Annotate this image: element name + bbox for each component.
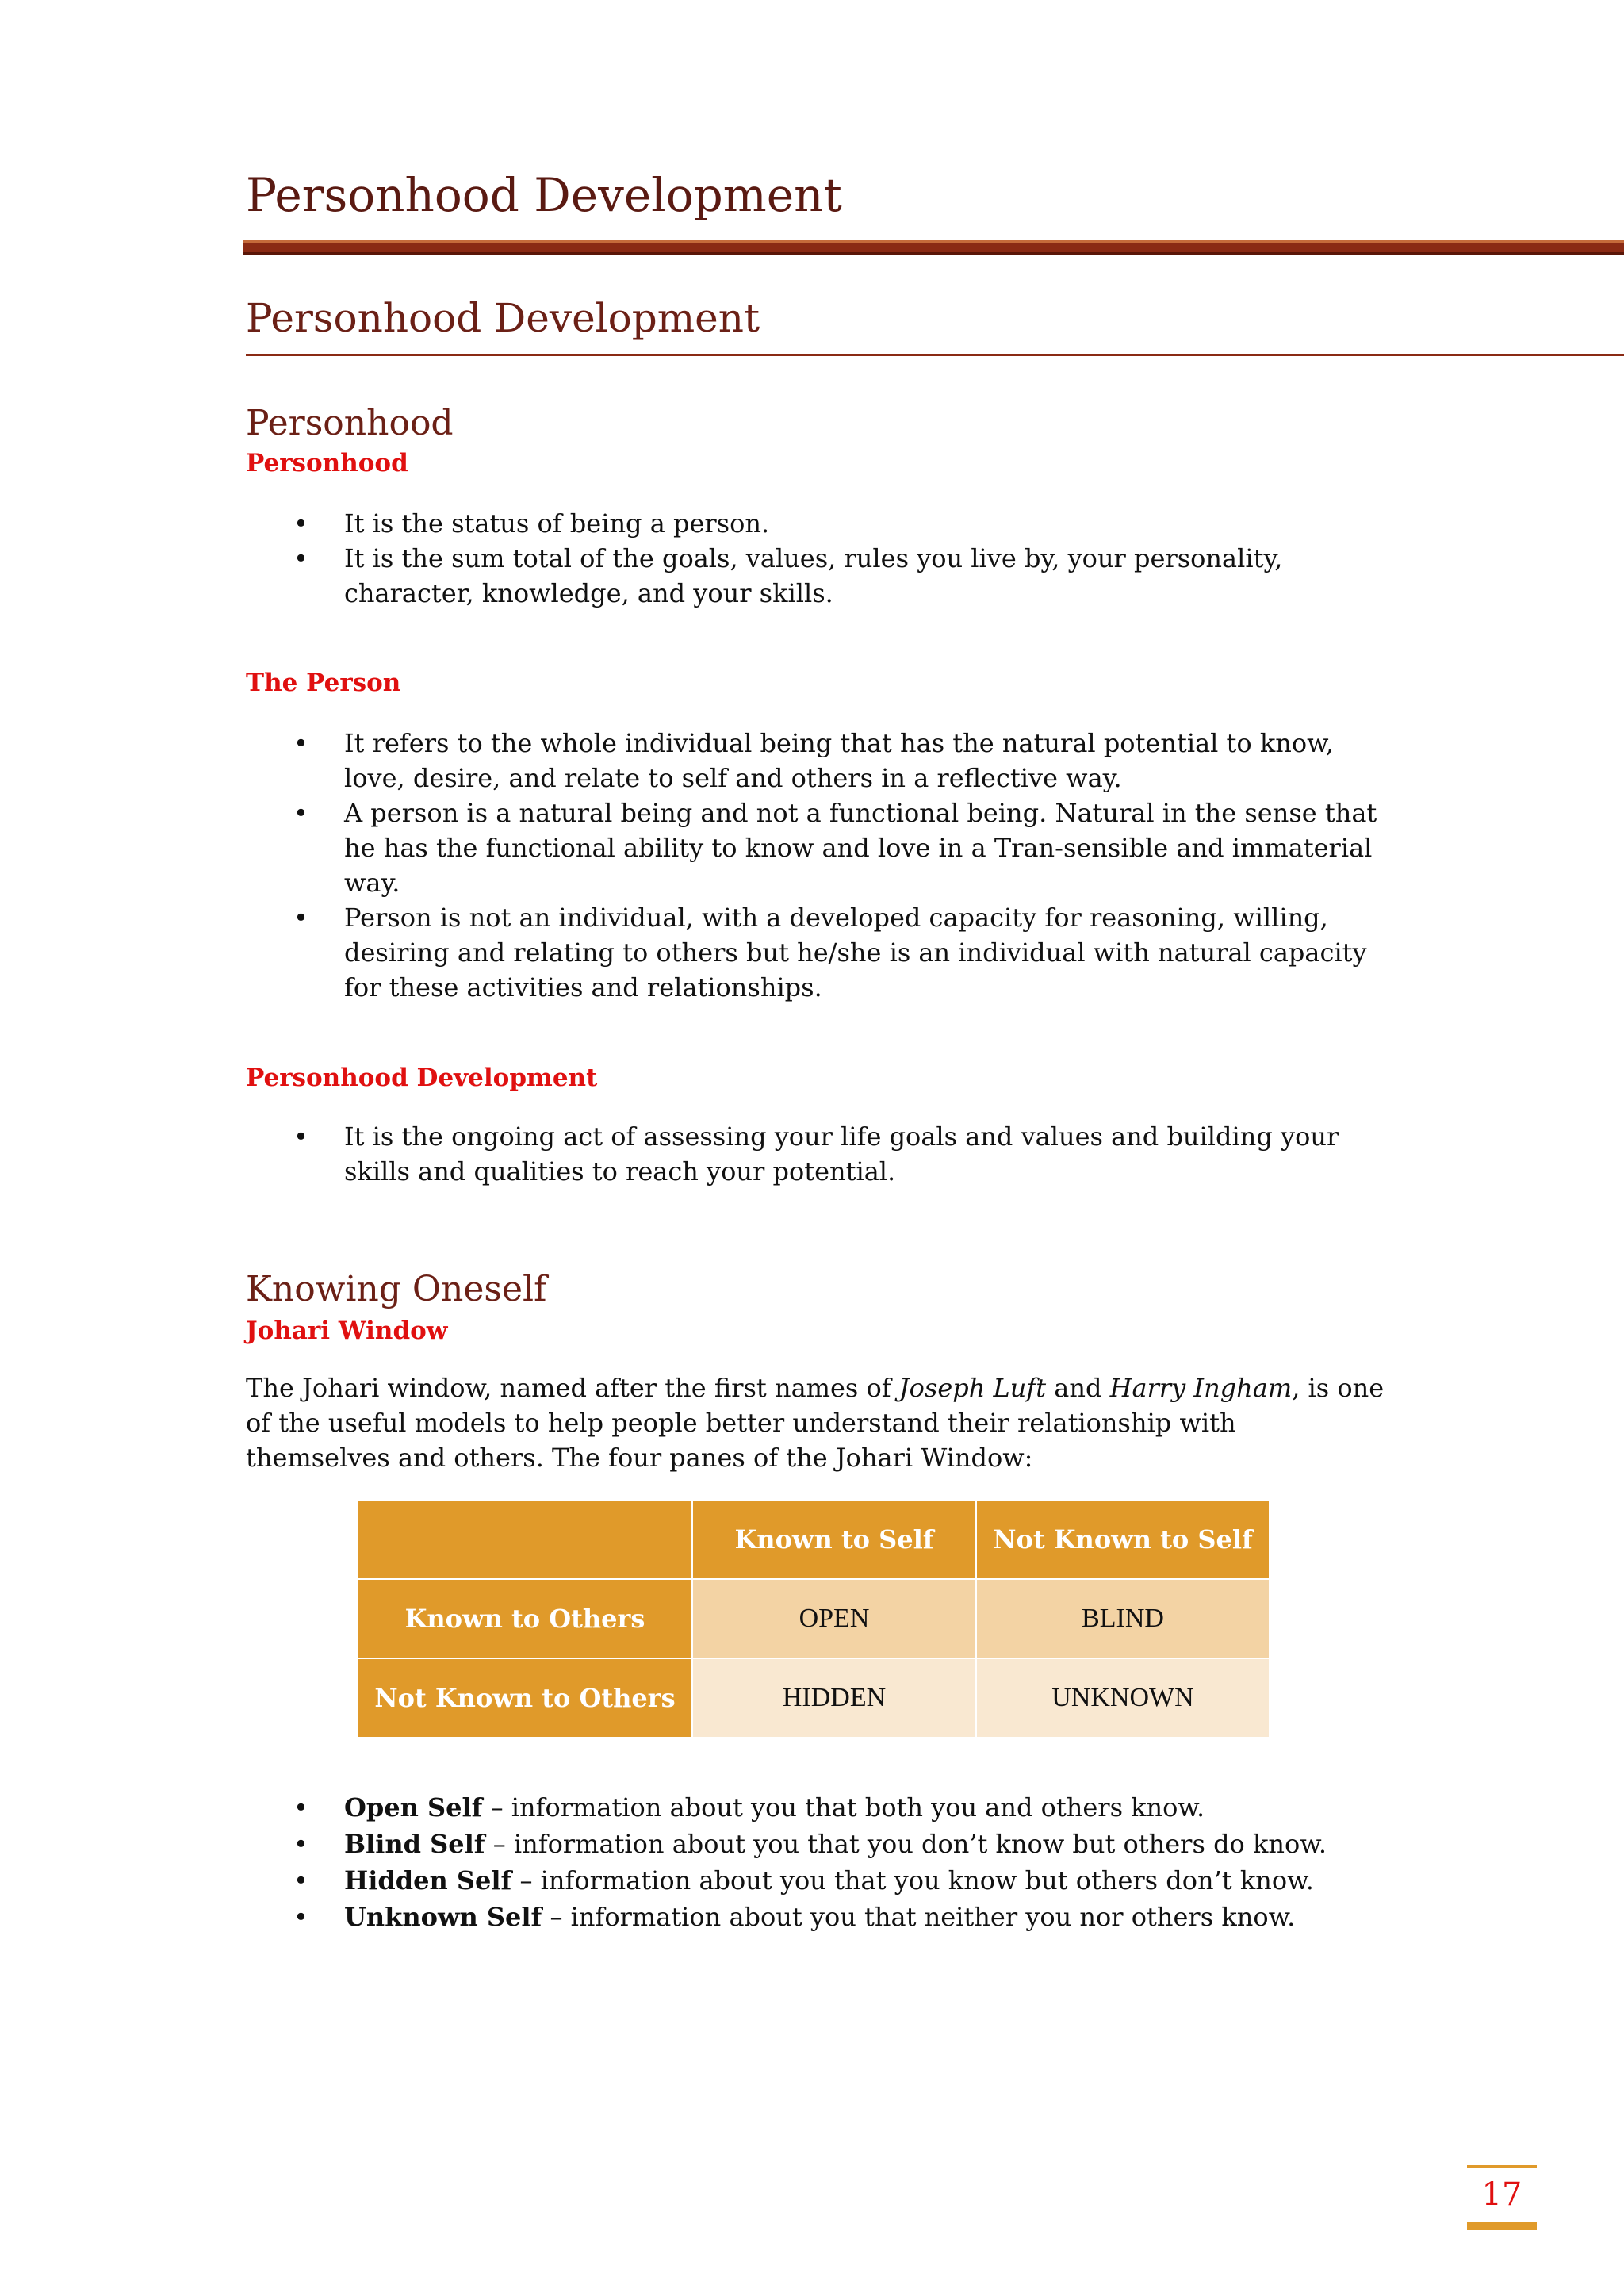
list-item: [293, 1789, 1388, 1826]
personhood-development-bullet-list: [293, 1119, 1388, 1189]
table-cell-open: OPEN: [692, 1579, 976, 1658]
pane-term: Hidden Self: [344, 1865, 512, 1895]
section-title-rule: [246, 354, 1624, 356]
list-item: [293, 1862, 1388, 1899]
page-number: 17: [1467, 2165, 1537, 2230]
table-header-cell: [358, 1500, 692, 1579]
list-item: • A person is a natural being and not a functional being. Natural in the sense that he has the functional ability to know and love in a Tran-sensible and immaterial way.: [293, 795, 1388, 900]
row-label: Known to Others: [358, 1579, 692, 1658]
johari-intro-paragraph: [246, 1370, 1388, 1475]
chapter-title-rule: [243, 240, 1624, 255]
table-header-cell: Not Known to Self: [976, 1500, 1270, 1579]
table-cell-blind: BLIND: [976, 1579, 1270, 1658]
table-row: [358, 1579, 1270, 1658]
chapter-title: Personhood Development: [246, 168, 842, 222]
personhood-bullet-list: [293, 506, 1388, 611]
pane-term: Unknown Self: [344, 1902, 542, 1932]
pane-description: – information about you that you know but others don’t know.: [511, 1865, 1314, 1895]
row-label: Not Known to Others: [358, 1658, 692, 1738]
list-item: • It refers to the whole individual being that has the natural potential to know, love, desire, and relate to self and others in a reflective way.: [293, 726, 1388, 795]
knowing-oneself-heading: Knowing Oneself: [246, 1269, 547, 1309]
personhood-subheading: Personhood: [246, 449, 408, 477]
the-person-subheading: The Person: [246, 669, 401, 697]
list-item: • It is the sum total of the goals, values, rules you live by, your personality, character, knowledge, and your skills.: [293, 541, 1388, 611]
the-person-bullet-list: [293, 726, 1388, 1005]
pane-description: – information about you that you don’t know but others do know.: [485, 1829, 1327, 1859]
intro-text: and: [1046, 1373, 1110, 1403]
section-title: Personhood Development: [246, 295, 760, 341]
name-joseph-luft: Joseph Luft: [898, 1373, 1047, 1403]
list-item: • It is the ongoing act of assessing your life goals and values and building your skills and qualities to reach your potential.: [293, 1119, 1388, 1189]
pane-description: – information about you that neither you nor others know.: [542, 1902, 1296, 1932]
pane-term: Open Self: [344, 1792, 483, 1823]
intro-text: The Johari window, named after the first names of: [246, 1373, 899, 1403]
personhood-heading: Personhood: [246, 403, 454, 443]
table-cell-unknown: UNKNOWN: [976, 1658, 1270, 1738]
list-item: [293, 1826, 1388, 1862]
pane-term: Blind Self: [344, 1829, 485, 1859]
johari-window-subheading: Johari Window: [246, 1317, 448, 1345]
list-item: [293, 1899, 1388, 1935]
intro-text: , is one of the useful models to help people better understand their relationship with themselves and others. The four panes of the Johari Window:: [246, 1373, 1385, 1473]
personhood-development-subheading: Personhood Development: [246, 1064, 598, 1092]
pane-description: – information about you that both you and others know.: [482, 1792, 1205, 1823]
table-header-cell: Known to Self: [692, 1500, 976, 1579]
johari-window-table: [357, 1499, 1270, 1738]
table-header-row: [358, 1500, 1270, 1579]
table-row: [358, 1658, 1270, 1738]
list-item: • It is the status of being a person.: [293, 506, 1388, 541]
johari-panes-list: [293, 1789, 1388, 1935]
name-harry-ingham: Harry Ingham: [1109, 1373, 1293, 1403]
table-cell-hidden: HIDDEN: [692, 1658, 976, 1738]
list-item: • Person is not an individual, with a developed capacity for reasoning, willing, desiring and relating to others but he/she is an individual with natural capacity for these activities and relationships.: [293, 900, 1388, 1005]
